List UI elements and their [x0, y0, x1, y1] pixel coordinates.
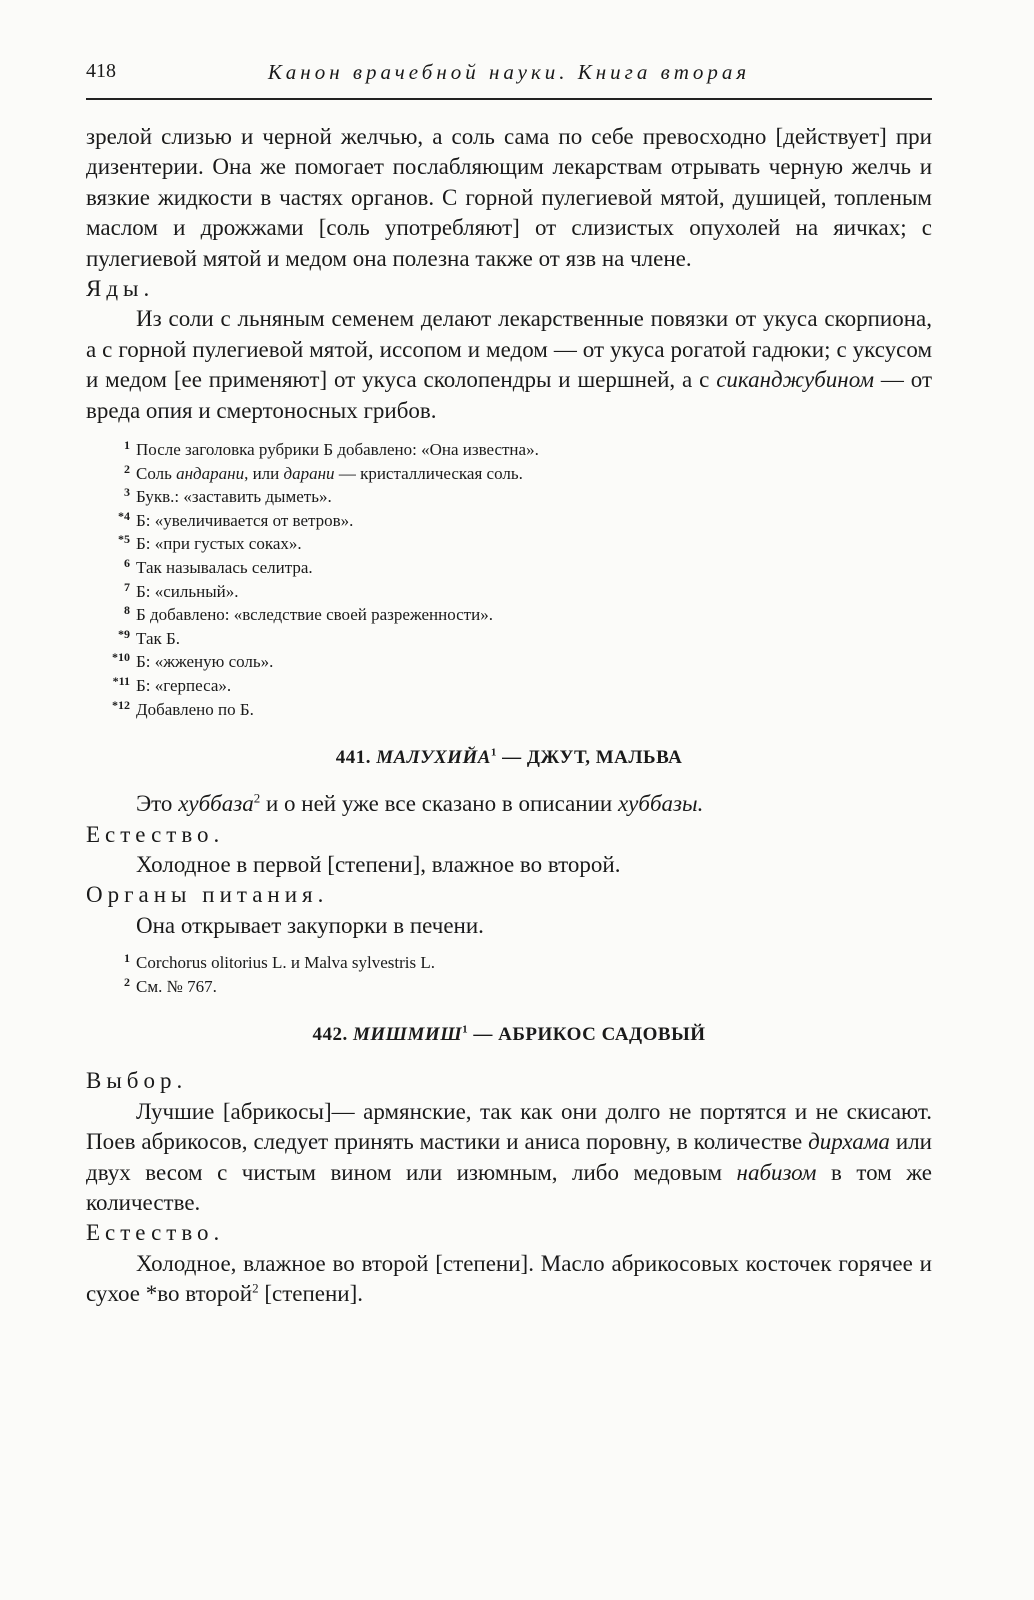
footnote: *12 Добавлено по Б.	[112, 697, 254, 719]
footnotes-441	[86, 951, 932, 998]
footnote: 1 После заголовка рубрики Б добавлено: «Она известна».	[124, 438, 539, 460]
subheading-yady: Яды.	[86, 276, 155, 302]
footnote: 1 Corchorus olitorius L. и Malva sylvestris L.	[124, 951, 436, 973]
footnote: *11 Б: «герпеса».	[112, 674, 232, 695]
section-prev-text	[86, 122, 932, 426]
subheading-estestvo: Естество.	[86, 821, 225, 847]
footnote: 8 Б добавлено: «вследствие своей разреженности».	[124, 603, 493, 625]
section-441-text	[86, 789, 932, 941]
subheading-vybor: Выбор.	[86, 1068, 188, 1094]
running-title: Канон врачебной науки. Книга вторая	[267, 60, 751, 84]
subheading-organy: Органы питания.	[86, 882, 329, 908]
page-number: 418	[86, 60, 116, 82]
page-header	[86, 58, 932, 100]
paragraph: Она открывает закупорки в печени.	[136, 912, 484, 938]
section-442-text	[86, 1066, 932, 1309]
footnote: 7 Б: «сильный».	[124, 579, 239, 601]
section-442-title: 442. МИШМИШ$^1$ — АБРИКОС САДОВЫЙ	[312, 1024, 706, 1046]
footnote: 2 См. № 767.	[124, 974, 217, 996]
paragraph: Холодное в первой [степени], влажное во второй.	[136, 852, 621, 877]
footnote: 2 Соль андарани, или дарани — кристаллическая соль.	[124, 461, 523, 483]
term-italic: сиканджубином	[716, 367, 875, 393]
subheading-estestvo: Естество.	[86, 1220, 225, 1246]
footnote: *4 Б: «увеличивается от ветров».	[118, 508, 354, 530]
paragraph: Это хуббаза$^2$ и о ней уже все сказано в описании хуббазы.	[136, 790, 704, 817]
book-page	[86, 58, 932, 1310]
section-441-title: 441. МАЛУХИЙА$^1$ — ДЖУТ, МАЛЬВА	[335, 746, 683, 769]
footnote: *9 Так Б.	[118, 626, 181, 648]
paragraph: зрелой слизью и черной желчью, а соль сама по себе превосходно [действует] при дизентерии. Она же помогает послабляющим лекарствам отрывать черную желчь и вязкие жидкости в частях органов. С горной пулегиевой мятой, душицей, топленым маслом и дрожжами [соль употребляют] от слизистых опухолей на яичках; с пулегиевой мятой и медом она полезна также от язв на члене.	[86, 124, 932, 271]
paragraph: Из соли с льняным семенем делают лекарственные повязки от укуса скорпиона, а с горной пулегиевой мятой, иссопом и медом — от укуса рогатой гадюки; с уксусом и медом [ее применяют] от укуса сколопендры и шершней, а с сиканджубином — от вреда опия и смертоносных грибов.	[86, 306, 933, 423]
footnote: 6 Так называлась селитра.	[124, 556, 313, 578]
footnote: *10 Б: «жженую соль».	[112, 650, 274, 672]
paragraph: Лучшие [абрикосы]— армянские, так как они долго не портятся и не скисают. Поев абрикосов, следует принять мастики и аниса поровну, в количестве дирхама или двух весом с чистым вином или изюмным, либо медовым набизом в том же количестве.	[86, 1098, 932, 1216]
paragraph: Холодное, влажное во второй [степени]. Масло абрикосовых косточек горячее и сухое *во второй$^2$ [степени].	[86, 1250, 932, 1307]
footnote: *5 Б: «при густых соках».	[118, 532, 302, 554]
footnote: 3 Букв.: «заставить дыметь».	[124, 485, 332, 507]
footnotes-prev	[86, 438, 932, 721]
